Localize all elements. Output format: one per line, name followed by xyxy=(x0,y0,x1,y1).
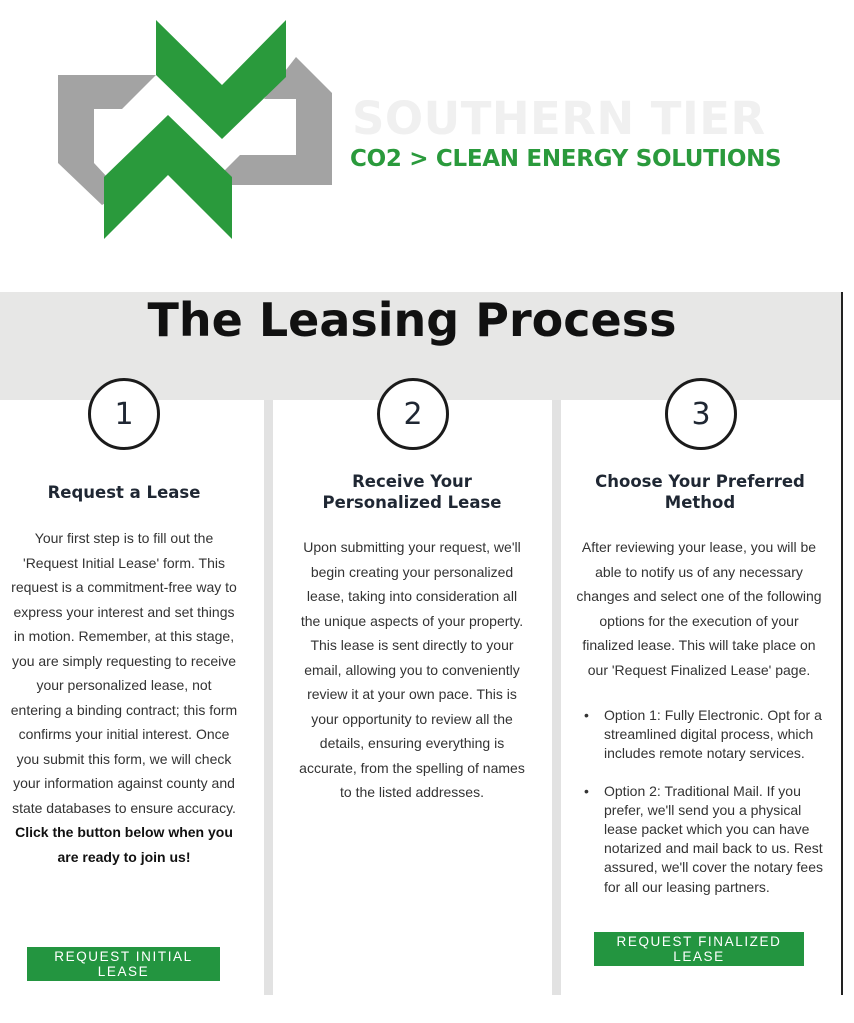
step-call-to-action-text: Click the button below when you are ready to join us! xyxy=(15,824,233,865)
request-initial-lease-button[interactable]: REQUEST INITIAL LEASE xyxy=(27,947,220,981)
company-logo xyxy=(50,15,340,247)
step-title: Choose Your Preferred Method xyxy=(595,472,805,512)
column-gutter xyxy=(264,400,273,995)
step-number-badge: 2 xyxy=(377,378,449,450)
bullet-icon: • xyxy=(584,707,589,723)
brand-tagline: CO2 > CLEAN ENERGY SOLUTIONS xyxy=(350,146,782,172)
execution-options-list xyxy=(580,706,826,915)
step-title: Receive Your Personalized Lease xyxy=(322,472,502,512)
site-header xyxy=(0,0,854,292)
bullet-icon: • xyxy=(584,782,589,799)
step-title: Request a Lease xyxy=(47,483,201,502)
list-item xyxy=(580,782,826,897)
list-item xyxy=(580,706,826,764)
step-description xyxy=(10,526,238,869)
step-description-text: Your first step is to fill out the 'Request Initial Lease' form. This request is a commitment-free way to express your interest and set things in motion. Remember, at this stage, you are simply requesting to receive your personalized lease, not entering a binding contract; this form confirms your initial interest. Once you submit this form, we will check your information against county and state databases to ensure accuracy. xyxy=(10,530,238,816)
step-description: After reviewing your lease, you will be able to notify us of any necessary changes and select one of the following options for the execution of your finalized lease. This will take place on our 'Request Finalized Lease' page. xyxy=(576,539,822,678)
brand-name: SOUTHERN TIER xyxy=(352,92,766,145)
step-description: Upon submitting your request, we'll begin creating your personalized lease, taking into consideration all the unique aspects of your property. This lease is sent directly to your email, allowing you to conveniently review it at your own pace. This is your opportunity to review all the details, ensuring everything is accurate, from the spelling of names to the listed addresses. xyxy=(299,539,525,800)
option-text: Option 2: Traditional Mail. If you prefer, we'll send you a physical lease packet which you can have notarized and mail back to us. Rest assured, we'll cover the notary fees for all our leasing partners. xyxy=(604,782,824,895)
step-number-badge: 1 xyxy=(88,378,160,450)
column-gutter xyxy=(552,400,561,995)
step-number-badge: 3 xyxy=(665,378,737,450)
request-finalized-lease-button[interactable]: REQUEST FINALIZED LEASE xyxy=(594,932,804,966)
page-title: The Leasing Process xyxy=(147,293,677,347)
option-text: Option 1: Fully Electronic. Opt for a streamlined digital process, which includes remote notary services. xyxy=(604,707,822,762)
divider xyxy=(841,292,843,995)
